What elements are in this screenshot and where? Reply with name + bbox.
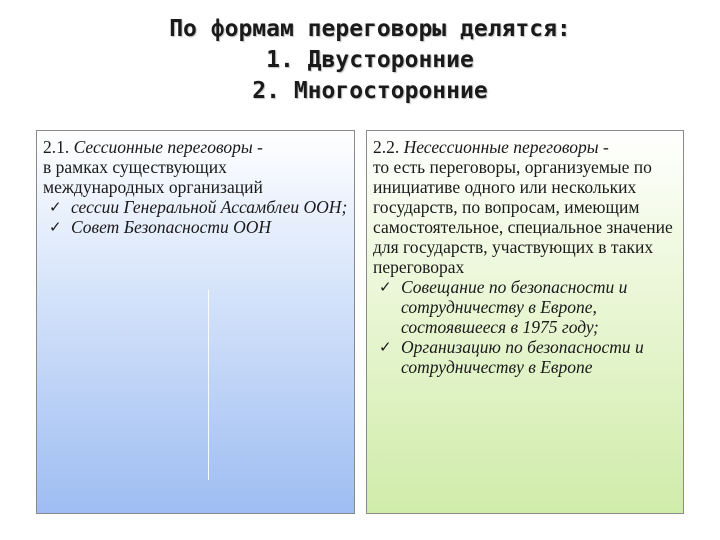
list-item	[43, 217, 348, 237]
list-item	[373, 277, 677, 337]
title-line-3: 2. Многосторонние	[252, 78, 488, 104]
non-sessional-negotiations-box	[366, 130, 684, 514]
checkmark-icon: ✓	[379, 278, 392, 296]
left-box-list	[43, 197, 348, 237]
list-item	[373, 337, 677, 377]
right-box-title: Несессионные переговоры -	[403, 137, 609, 157]
list-item	[43, 197, 348, 217]
sessional-negotiations-box	[36, 130, 355, 514]
title-line-2: 1. Двусторонние	[266, 47, 474, 73]
right-box-heading	[373, 137, 677, 157]
right-box-body: то есть переговоры, организуемые по инициативе одного или нескольких государств, по вопросам, имеющим самостоятельное, специальное значение для государств, участвующих в таких переговорах	[373, 157, 673, 277]
list-item-text: сессии Генеральной Ассамблеи ООН;	[71, 197, 348, 217]
checkmark-icon: ✓	[379, 338, 392, 356]
list-item-text: Организацию по безопасности и сотрудничеству в Европе	[401, 337, 644, 377]
list-item-text: Совещание по безопасности и сотрудничеству в Европе, состоявшееся в 1975 году;	[401, 277, 628, 337]
checkmark-icon: ✓	[49, 198, 62, 216]
title-line-1: По формам переговоры делятся:	[169, 16, 571, 42]
left-box-body: в рамках существующих международных организаций	[43, 157, 263, 197]
decorative-divider	[208, 290, 209, 480]
left-box-title: Сессионные переговоры -	[73, 137, 263, 157]
left-box-heading	[43, 137, 348, 157]
right-box-number: 2.2.	[373, 137, 400, 157]
list-item-text: Совет Безопасности ООН	[71, 217, 272, 237]
left-box-number: 2.1.	[43, 137, 70, 157]
checkmark-icon: ✓	[49, 218, 62, 236]
right-box-list	[373, 277, 677, 377]
slide-title	[60, 14, 680, 107]
